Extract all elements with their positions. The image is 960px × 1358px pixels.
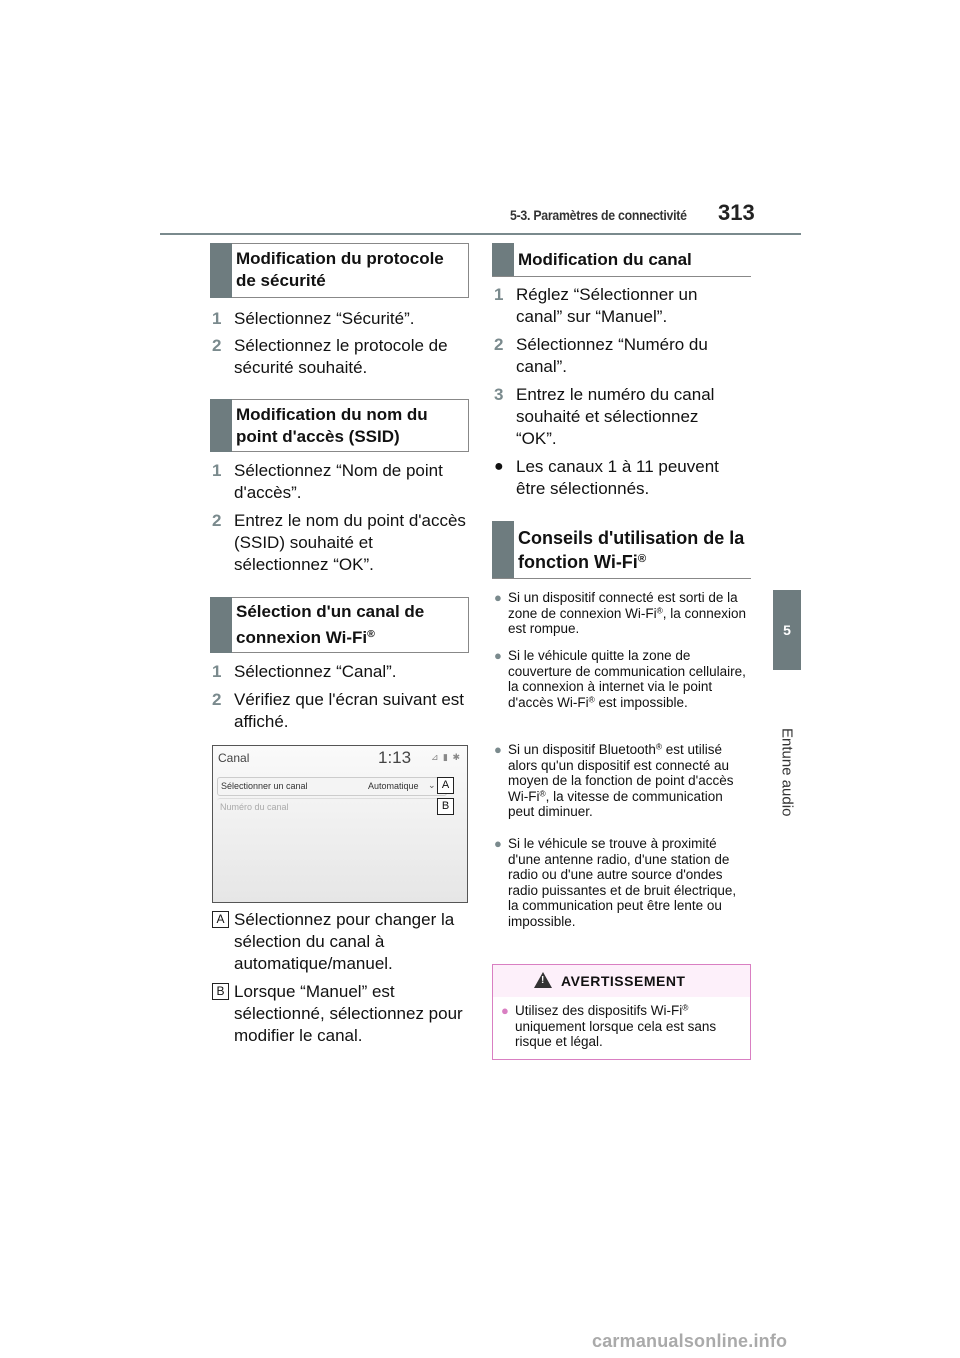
step-number: 2 (212, 336, 222, 355)
step-number: 1 (212, 309, 222, 328)
note-text: Si le véhicule quitte la zone de couverture de communication cellulaire, la connexion à internet via le point d'accès Wi-Fi® est impossible. (508, 648, 746, 710)
callout-label-a: A (212, 911, 229, 928)
callout-text-b: Lorsque “Manuel” est sélectionné, sélectionnez pour modifier le canal. (234, 982, 463, 1045)
note-item (494, 590, 750, 637)
registered-mark: ® (656, 604, 663, 615)
channel-number-row[interactable] (217, 798, 447, 817)
bullet-icon: ● (494, 648, 502, 663)
select-channel-row[interactable] (217, 777, 447, 796)
step-text: Vérifiez que l'écran suivant est affiché. (234, 690, 465, 731)
watermark: carmanualsonline.info (592, 1331, 788, 1351)
heading-bar (492, 243, 514, 276)
warning-header (493, 965, 750, 997)
row-label: Sélectionner un canal (221, 781, 308, 791)
registered-mark: ® (655, 741, 663, 752)
note-text: Si un dispositif Bluetooth® est utilisé alors qu'un dispositif est connecté au moyen de la fonction de point d'accès Wi-Fi®, la vitesse de communication peut diminuer. (508, 741, 734, 819)
step-text: Sélectionnez “Canal”. (234, 662, 397, 681)
registered-mark: ® (367, 628, 375, 641)
heading-bar (210, 399, 232, 452)
section-tips-heading (492, 521, 751, 579)
step (212, 689, 468, 733)
registered-mark: ® (637, 552, 647, 565)
step (494, 284, 734, 328)
screen-clock: 1:13 (378, 748, 412, 767)
step-number: 2 (212, 511, 222, 530)
bullet-icon: ● (494, 742, 502, 757)
section-title: Modification du canal (518, 250, 692, 269)
section-channel-select-heading (210, 597, 469, 653)
heading-bar (492, 521, 514, 578)
warning-box (492, 964, 751, 1060)
registered-mark: ® (682, 1002, 689, 1013)
bullet-icon: ● (501, 1003, 509, 1018)
step-text: Sélectionnez “Sécurité”. (234, 309, 415, 328)
bullet-icon: ● (494, 590, 502, 605)
note-item (494, 742, 750, 820)
step (212, 335, 468, 379)
row-label: Numéro du canal (220, 802, 289, 812)
bullet-icon: ● (494, 458, 504, 475)
callout-label-b: B (212, 983, 229, 1000)
registered-mark: ® (539, 787, 546, 798)
heading-bar (210, 597, 232, 653)
chapter-label: Entune audio (778, 728, 796, 817)
section-title (518, 526, 745, 574)
step (494, 384, 734, 450)
step-text: Sélectionnez “Nom de point d'accès”. (234, 461, 443, 502)
section-title-text: Sélection d'un canal de connexion Wi-Fi (236, 602, 425, 647)
section-title-text: Conseils d'utilisation de la fonction Wi-Fi (518, 528, 745, 572)
section-title: Modification du protocole de sécurité (236, 249, 444, 290)
callout-text-a: Sélectionnez pour changer la sélection du canal à automatique/manuel. (234, 910, 455, 973)
bullet-text: Les canaux 1 à 11 peuvent être sélectionnés. (516, 457, 719, 498)
registered-mark: ® (588, 693, 595, 704)
status-icons: ⊿ ▮ ✱ (431, 752, 462, 762)
callout-marker-a: A (437, 777, 454, 794)
callout-marker-b: B (437, 798, 454, 815)
warning-triangle-icon: ! (534, 972, 552, 988)
step (494, 334, 734, 378)
section-ssid-heading (210, 399, 469, 452)
page-number: 313 (718, 200, 755, 225)
note-text: Si le véhicule se trouve à proximité d'une antenne radio, d'une station de radio ou d'une autre source d'ondes radio puissantes et de bruit électrique, la communication peut être lente ou impossible. (508, 836, 737, 929)
step-text: Entrez le numéro du canal souhaité et sélectionnez “OK”. (516, 385, 715, 448)
step-number: 3 (494, 385, 504, 404)
note-item (494, 648, 750, 710)
step-number: 2 (494, 335, 504, 354)
section-security-heading (210, 243, 469, 298)
step (212, 661, 468, 683)
chapter-tab: 5 (773, 590, 801, 670)
header-divider (160, 233, 801, 235)
section-channel-change-heading (492, 243, 751, 277)
bullet-icon: ● (494, 836, 502, 851)
warning-text: Utilisez des dispositifs Wi-Fi® uniquement lorsque cela est sans risque et légal. (515, 1002, 717, 1049)
chevron-down-icon: ⌄ (428, 780, 436, 790)
step-number: 1 (494, 285, 504, 304)
step-text: Sélectionnez le protocole de sécurité souhaité. (234, 336, 448, 377)
step-text: Entrez le nom du point d'accès (SSID) souhaité et sélectionnez “OK”. (234, 511, 466, 574)
warning-item (501, 1003, 741, 1050)
step-number: 1 (212, 662, 222, 681)
section-title: Modification du nom du point d'accès (SSID) (236, 405, 428, 446)
step-text: Sélectionnez “Numéro du canal”. (516, 335, 708, 376)
step (212, 308, 468, 330)
section-title (236, 599, 462, 651)
step-text: Réglez “Sélectionner un canal” sur “Manuel”. (516, 285, 698, 326)
row-value: Automatique (368, 781, 419, 791)
running-header: 5-3. Paramètres de connectivité (510, 207, 687, 223)
note-item (494, 836, 750, 929)
warning-title: AVERTISSEMENT (561, 973, 686, 989)
heading-bar (210, 243, 232, 298)
channel-screen-illustration (212, 745, 468, 903)
step-number: 2 (212, 690, 222, 709)
screen-title: Canal (218, 751, 250, 765)
bullet-item (494, 456, 734, 500)
step (212, 510, 468, 576)
step (212, 460, 468, 504)
note-text: Si un dispositif connecté est sorti de la zone de connexion Wi-Fi®, la connexion est rompue. (508, 590, 747, 636)
step-number: 1 (212, 461, 222, 480)
